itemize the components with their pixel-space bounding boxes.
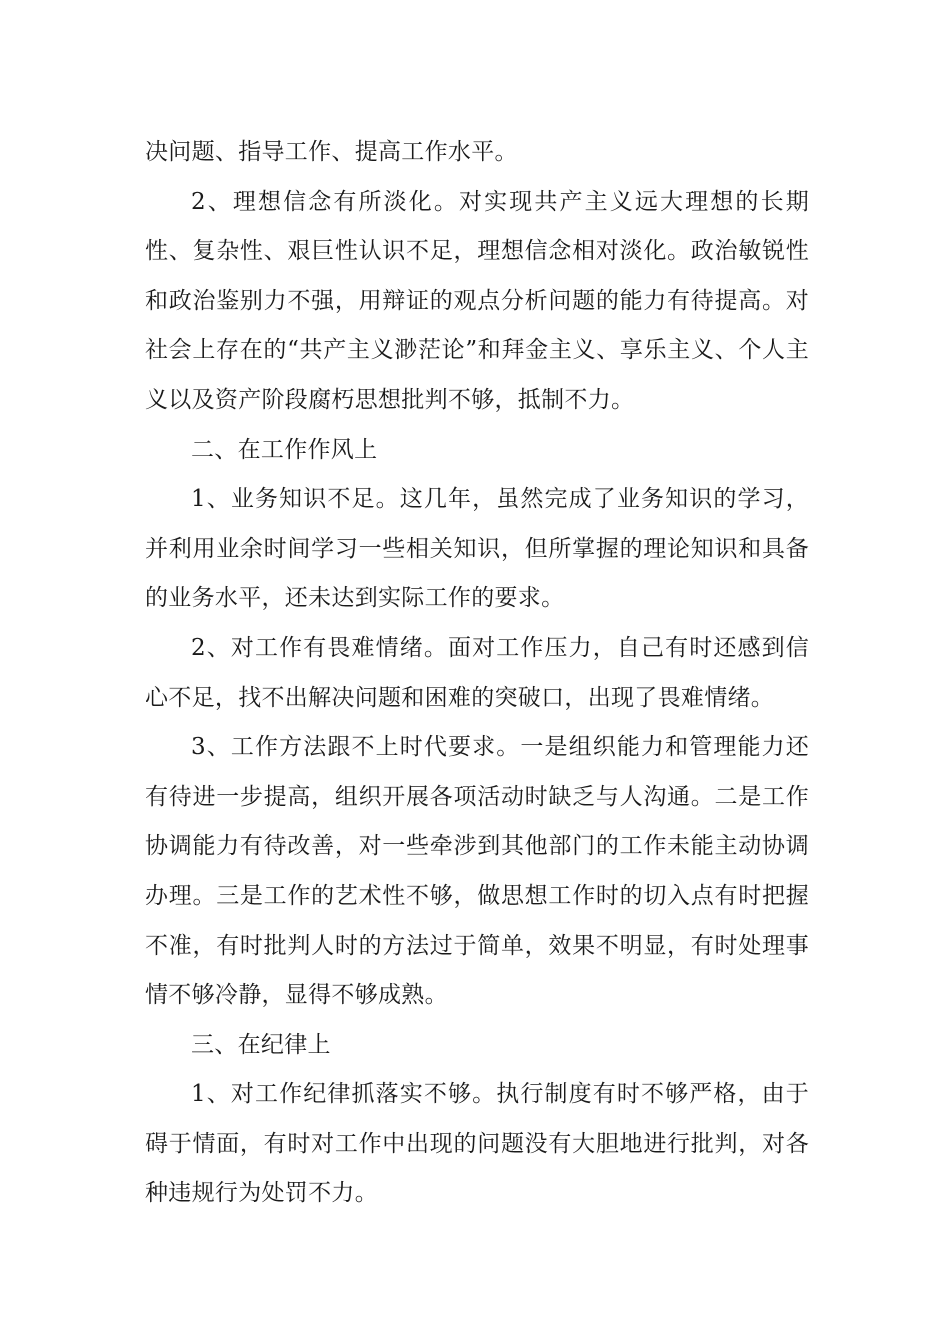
section-heading-work-style: 二、在工作作风上 [191, 436, 378, 463]
paragraph-work-discipline: 1、对工作纪律抓落实不够。执行制度有时不够严格，由于碍于情面，有时对工作中出现的问题没有大胆地进行批判，对各种违规行为处罚不力。 [145, 1081, 809, 1207]
section-heading-discipline: 三、在纪律上 [191, 1031, 331, 1058]
document-page [145, 128, 809, 1219]
paragraph-continuation: 决问题、指导工作、提高工作水平。 [145, 139, 518, 165]
paragraph-business-knowledge: 1、业务知识不足。这几年，虽然完成了业务知识的学习，并利用业余时间学习一些相关知识，但所掌握的理论知识和具备的业务水平，还未达到实际工作的要求。 [145, 486, 809, 612]
paragraph-fear-of-difficulty: 2、对工作有畏难情绪。面对工作压力，自己有时还感到信心不足，找不出解决问题和困难的突破口，出现了畏难情绪。 [145, 634, 809, 711]
paragraph-ideals: 2、理想信念有所淡化。对实现共产主义远大理想的长期性、复杂性、艰巨性认识不足，理想信念相对淡化。政治敏锐性和政治鉴别力不强，用辩证的观点分析问题的能力有待提高。对社会上存在的“共产主义渺茫论”和拜金主义、享乐主义、个人主义以及资产阶段腐朽思想批判不够，抵制不力。 [145, 188, 809, 413]
paragraph-work-methods: 3、工作方法跟不上时代要求。一是组织能力和管理能力还有待进一步提高，组织开展各项活动时缺乏与人沟通。二是工作协调能力有待改善，对一些牵涉到其他部门的工作未能主动协调办理。三是工作的艺术性不够，做思想工作时的切入点有时把握不准，有时批判人时的方法过于简单，效果不明显，有时处理事情不够冷静，显得不够成熟。 [145, 734, 809, 1009]
